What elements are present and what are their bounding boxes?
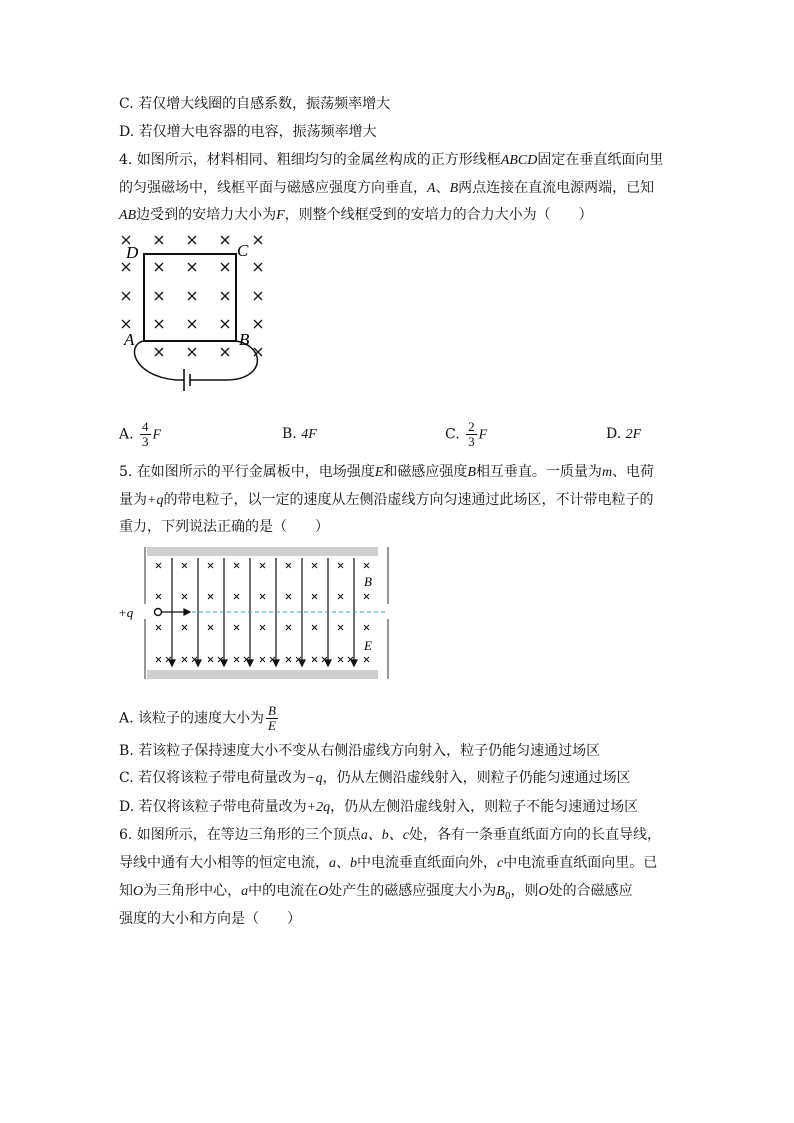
label-A: A [124, 330, 135, 349]
q4-stem-line2: 的匀强磁场中，线框平面与磁感应强度方向垂直，A、B两点连接在直流电源两端，已知 [119, 180, 655, 196]
q5-option-b: B. 若该粒子保持速度大小不变从右侧沿虚线方向射入，粒子仍能匀速通过场区 [119, 743, 601, 759]
cross-row [155, 348, 262, 356]
label-B: B [239, 330, 250, 349]
q6-stem-line4: 强度的大小和方向是（ ） [119, 911, 301, 927]
q6-stem-line1: 6. 如图所示，在等边三角形的三个顶点a、b、c处，各有一条垂直纸面方向的长直导线， [119, 827, 662, 843]
label-B: B [364, 574, 372, 589]
q6-stem-line3: 知O为三角形中心，a中的电流在O处产生的磁感应强度大小为$B_0$，则O处的合磁感应 [119, 883, 633, 902]
fraction: $\frac{B}{E}$ [268, 703, 276, 733]
fraction: $\frac{2}{3}$ [468, 419, 475, 449]
charge-label: +q [118, 605, 134, 620]
q6-stem-line2: 导线中通有大小相等的恒定电流，a、b中电流垂直纸面向外，c中电流垂直纸面向里。已 [119, 855, 658, 871]
q4-stem-line1: 4. 如图所示，材料相同、粗细均匀的金属丝构成的正方形线框ABCD固定在垂直纸面向里 [119, 152, 664, 168]
label-C: C [237, 241, 249, 260]
q4-option-a: A. $\frac{4}{3}$ F [119, 419, 162, 449]
q4-option-c: C. $\frac{2}{3}$ F [445, 419, 488, 449]
q5-stem-line2: 量为+q的带电粒子，以一定的速度从左侧沿虚线方向匀速通过此场区，不计带电粒子的 [119, 492, 654, 508]
fraction: $\frac{4}{3}$ [142, 419, 149, 449]
q5-stem-line1: 5. 在如图所示的平行金属板中，电场强度E和磁感应强度B相互垂直。一质量为m、电荷 [119, 464, 655, 480]
q5-option-d: D. 若仅将该粒子带电荷量改为+2q，仍从左侧沿虚线射入，则粒子不能匀速通过场区 [119, 799, 639, 815]
q5-stem-line3: 重力，下列说法正确的是（ ） [119, 519, 329, 535]
q4-option-d: D. 2F [606, 426, 642, 442]
q5-parallel-plates-figure [116, 544, 396, 684]
q3-option-c: C. 若仅增大线圈的自感系数，振荡频率增大 [119, 96, 391, 112]
q3-option-d: D. 若仅增大电容器的电容，振荡频率增大 [119, 124, 377, 140]
q4-stem-line3: AB边受到的安培力大小为F，则整个线框受到的安培力的合力大小为（ ） [119, 207, 593, 223]
label-E: E [364, 638, 372, 653]
q5-option-c: C. 若仅将该粒子带电荷量改为−q，仍从左侧沿虚线射入，则粒子仍能匀速通过场区 [119, 770, 631, 786]
velocity-arrow [162, 609, 190, 615]
q4-option-b: B. 4F [282, 426, 317, 442]
q5-option-a: A. 该粒子的速度大小为 $\frac{B}{E}$ [119, 703, 276, 733]
top-plate [147, 547, 378, 556]
battery-icon [184, 369, 190, 391]
bottom-plate [147, 670, 378, 679]
label-D: D [126, 243, 139, 262]
q4-square-frame-figure [116, 230, 276, 406]
charged-particle [155, 609, 162, 616]
